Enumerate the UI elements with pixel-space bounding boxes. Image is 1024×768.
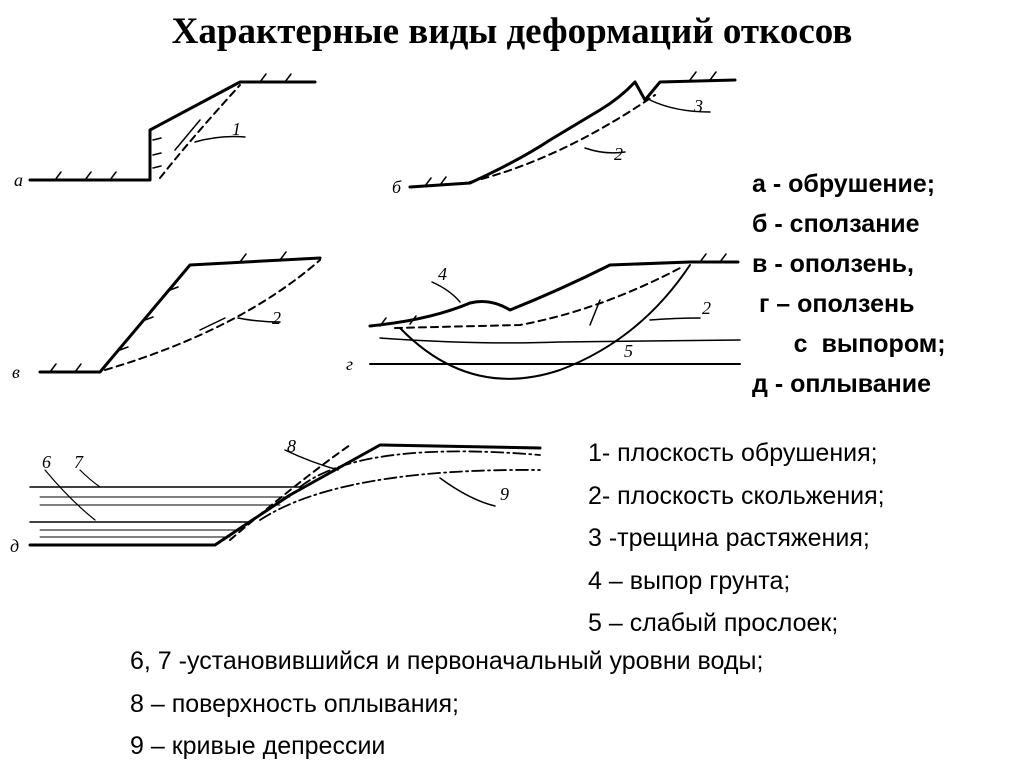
diagram-a-collapse — [14, 74, 315, 190]
label-7: 7 — [74, 452, 83, 472]
diagram-d-flowing — [10, 436, 540, 556]
label-g: г — [346, 354, 354, 374]
legend-type-g: г – оползень — [752, 290, 915, 318]
label-1: 1 — [232, 119, 241, 139]
diagram-g-landslide-bulge — [346, 254, 740, 379]
legend-item-9: 9 – кривые депрессии — [130, 732, 386, 760]
label-2-g: 2 — [702, 298, 711, 318]
label-8: 8 — [287, 436, 296, 456]
label-3: 3 — [694, 96, 703, 116]
legend-type-a: а - обрушение; — [752, 170, 936, 198]
label-2-b: 2 — [614, 144, 623, 164]
page-title: Характерные виды деформаций откосов — [171, 11, 853, 52]
deformation-types-legend — [752, 164, 946, 404]
diagram-v-landslide — [12, 252, 320, 382]
label-b: б — [392, 177, 402, 197]
legend-type-v: в - оползень, — [752, 250, 914, 278]
legend-item-2: 2- плоскость скольжения; — [588, 481, 885, 510]
label-4: 4 — [438, 264, 447, 284]
legend-item-1: 1- плоскость обрушения; — [588, 439, 878, 467]
legend-type-g-cont: с выпором; — [752, 330, 946, 358]
legend-item-3: 3 -трещина растяжения; — [588, 524, 870, 552]
legend-item-6-7: 6, 7 -установившийся и первоначальный уровни воды; — [130, 647, 764, 675]
legend-type-d: д - оплывание — [752, 370, 932, 398]
label-2-v: 2 — [272, 308, 281, 328]
numbered-legend — [588, 432, 885, 645]
label-a: а — [14, 170, 23, 190]
diagram-b-creep — [392, 72, 735, 197]
label-v: в — [12, 362, 20, 382]
label-6: 6 — [42, 452, 51, 472]
legend-item-8: 8 – поверхность оплывания; — [130, 689, 459, 718]
label-5: 5 — [624, 341, 633, 361]
label-d: д — [10, 536, 20, 556]
label-9: 9 — [500, 484, 509, 504]
legend-type-b: б - сползание — [752, 210, 920, 238]
legend-item-4: 4 – выпор грунта; — [588, 566, 791, 595]
legend-item-5: 5 – слабый прослоек; — [588, 609, 839, 637]
bottom-legend — [130, 640, 763, 768]
